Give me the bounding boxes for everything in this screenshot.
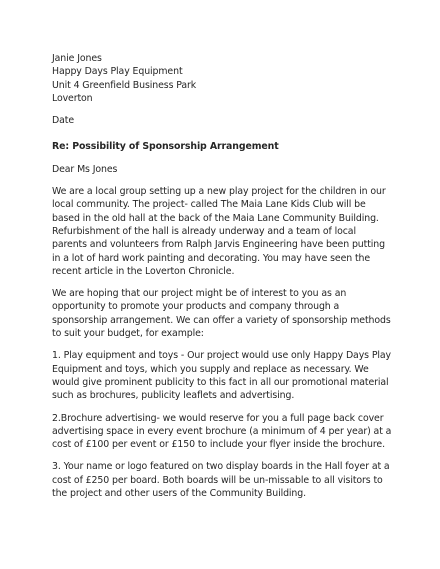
paragraph-option-1: 1. Play equipment and toys - Our project would use only Happy Days Play Equipment and toys, which you supply and replace as necessary. We would give prominent publicity to this fact in all our promotional material such as brochures, publicity leaflets and advertising.	[52, 350, 391, 402]
recipient-company: Happy Days Play Equipment	[52, 66, 183, 78]
recipient-address	[52, 52, 392, 105]
recipient-name: Janie Jones	[52, 53, 102, 64]
paragraph-intro: We are a local group setting up a new play project for the children in our local community. The project- called The Maia Lane Kids Club will be based in the old hall at the back of the Maia Lane Community Building. Refurbishment of the hall is already underway and a team of local parents and volunteers from Ralph Jarvis Engineering have been putting in a lot of hard work painting and decorating. You may have seen the recent article in the Loverton Chronicle.	[52, 186, 386, 277]
salutation: Dear Ms Jones	[52, 163, 118, 175]
paragraph-option-2: 2.Brochure advertising- we would reserve for you a full page back cover advertising space in every event brochure (a minimum of 4 per year) at a cost of £100 per event or £150 to include your flyer inside the brochure.	[52, 412, 392, 451]
recipient-town: Loverton	[52, 92, 93, 104]
letter-body	[52, 52, 392, 500]
recipient-address-line: Unit 4 Greenfield Business Park	[52, 79, 197, 91]
subject-line: Re: Possibility of Sponsorship Arrangement	[52, 141, 279, 153]
paragraph-proposal: We are hoping that our project might be of interest to you as an opportunity to promote your products and company through a sponsorship arrangement. We can offer a variety of sponsorship methods to suit your budget, for example:	[52, 288, 391, 340]
paragraph-option-3: 3. Your name or logo featured on two display boards in the Hall foyer at a cost of £250 per board. Both boards will be un-missable to all visitors to the project and other users of the Community Building.	[52, 461, 390, 500]
date-label: Date	[52, 115, 75, 127]
